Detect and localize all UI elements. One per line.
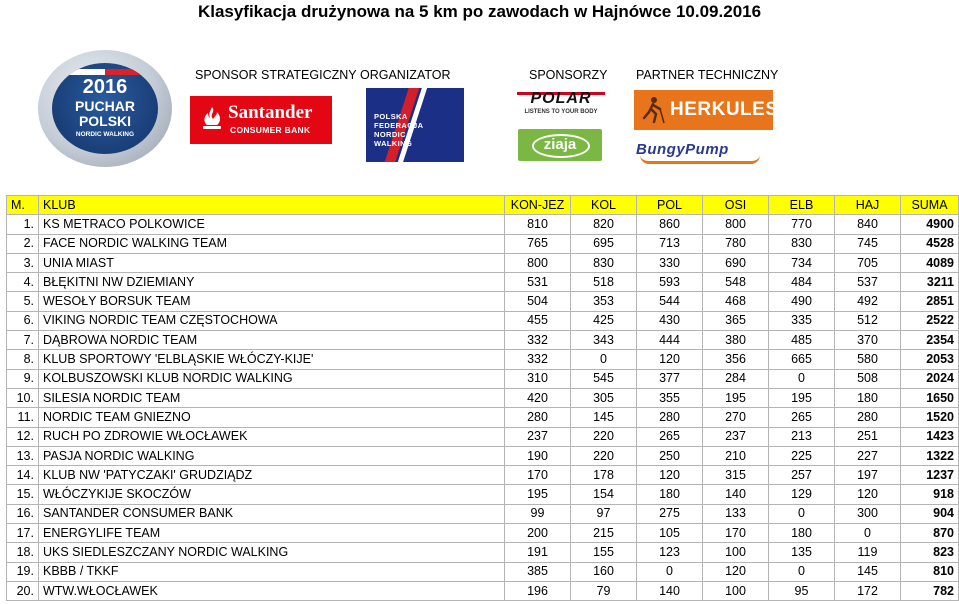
cell-place: 17. [7, 524, 39, 543]
pfnw-line: WALKING [374, 139, 413, 148]
cell-pol: 105 [637, 524, 703, 543]
cell-club: PASJA NORDIC WALKING [39, 446, 505, 465]
polar-tagline: LISTENS TO YOUR BODY [524, 109, 598, 115]
cell-club: NORDIC TEAM GNIEZNO [39, 408, 505, 427]
cell-elb: 484 [769, 273, 835, 292]
herkules-name: HERKULES [670, 99, 779, 120]
cell-kol: 518 [571, 273, 637, 292]
cell-osi: 195 [703, 388, 769, 407]
cell-kol: 425 [571, 311, 637, 330]
cell-kol: 343 [571, 331, 637, 350]
table-row [7, 581, 959, 600]
cell-club: KLUB NW 'PATYCZAKI' GRUDZIĄDZ [39, 466, 505, 485]
cell-place: 16. [7, 504, 39, 523]
cell-place: 15. [7, 485, 39, 504]
cell-haj: 251 [835, 427, 901, 446]
cell-osi: 140 [703, 485, 769, 504]
cell-pol: 593 [637, 273, 703, 292]
cell-haj: 145 [835, 562, 901, 581]
cell-kon-jez: 310 [505, 369, 571, 388]
cell-osi: 356 [703, 350, 769, 369]
page-title: Klasyfikacja drużynowa na 5 km po zawodach w Hajnówce 10.09.2016 [197, 2, 762, 21]
polar-logo [515, 90, 607, 118]
cell-club: BŁĘKITNI NW DZIEMIANY [39, 273, 505, 292]
cell-pol: 140 [637, 581, 703, 600]
pfnw-line: POLSKA [374, 112, 408, 121]
cell-kol: 145 [571, 408, 637, 427]
pfnw-line: FEDERACJA [374, 121, 424, 130]
cell-place: 12. [7, 427, 39, 446]
table-row [7, 253, 959, 272]
cell-club: FACE NORDIC WALKING TEAM [39, 234, 505, 253]
flag-stripe [52, 69, 158, 75]
cell-pol: 860 [637, 215, 703, 234]
cell-place: 3. [7, 253, 39, 272]
table-row [7, 485, 959, 504]
cell-place: 14. [7, 466, 39, 485]
cell-suma: 782 [901, 581, 959, 600]
cell-haj: 227 [835, 446, 901, 465]
cell-kon-jez: 385 [505, 562, 571, 581]
badge-line-3: NORDIC WALKING [75, 131, 135, 138]
cell-haj: 512 [835, 311, 901, 330]
header-kon-jez: KON-JEZ [505, 196, 571, 215]
cell-pol: 280 [637, 408, 703, 427]
badge-year: 2016 [82, 76, 128, 98]
cell-suma: 4089 [901, 253, 959, 272]
table-row [7, 408, 959, 427]
header-suma: SUMA [901, 196, 959, 215]
cell-suma: 4528 [901, 234, 959, 253]
cell-osi: 100 [703, 543, 769, 562]
cell-suma: 3211 [901, 273, 959, 292]
cell-pol: 120 [637, 466, 703, 485]
cell-elb: 0 [769, 504, 835, 523]
cell-club: UKS SIEDLESZCZANY NORDIC WALKING [39, 543, 505, 562]
cell-pol: 355 [637, 388, 703, 407]
bungypump-logo [634, 137, 780, 169]
cell-kon-jez: 280 [505, 408, 571, 427]
cell-pol: 120 [637, 350, 703, 369]
cell-suma: 1423 [901, 427, 959, 446]
cell-suma: 4900 [901, 215, 959, 234]
cell-kon-jez: 332 [505, 331, 571, 350]
cell-place: 8. [7, 350, 39, 369]
cell-pol: 275 [637, 504, 703, 523]
cell-club: RUCH PO ZDROWIE WŁOCŁAWEK [39, 427, 505, 446]
cell-place: 19. [7, 562, 39, 581]
cell-osi: 548 [703, 273, 769, 292]
cell-elb: 0 [769, 369, 835, 388]
cell-haj: 172 [835, 581, 901, 600]
cell-club: SILESIA NORDIC TEAM [39, 388, 505, 407]
cell-club: KLUB SPORTOWY 'ELBLĄSKIE WŁÓCZY-KIJE' [39, 350, 505, 369]
cell-osi: 780 [703, 234, 769, 253]
cell-pol: 0 [637, 562, 703, 581]
cell-place: 9. [7, 369, 39, 388]
table-row [7, 388, 959, 407]
role-strategic-sponsor: SPONSOR STRATEGICZNY [195, 68, 357, 82]
cell-elb: 485 [769, 331, 835, 350]
cell-pol: 250 [637, 446, 703, 465]
pfnw-text [374, 112, 423, 148]
cell-elb: 180 [769, 524, 835, 543]
table-row [7, 331, 959, 350]
cell-place: 7. [7, 331, 39, 350]
cell-kon-jez: 800 [505, 253, 571, 272]
cell-pol: 330 [637, 253, 703, 272]
cell-place: 2. [7, 234, 39, 253]
cell-suma: 1322 [901, 446, 959, 465]
polar-name: POLAR [530, 90, 592, 107]
cell-suma: 904 [901, 504, 959, 523]
table-row [7, 504, 959, 523]
table-row [7, 562, 959, 581]
cell-osi: 365 [703, 311, 769, 330]
cell-haj: 840 [835, 215, 901, 234]
cell-kol: 97 [571, 504, 637, 523]
header-haj: HAJ [835, 196, 901, 215]
cell-elb: 0 [769, 562, 835, 581]
cell-club: UNIA MIAST [39, 253, 505, 272]
cell-suma: 1520 [901, 408, 959, 427]
cell-club: VIKING NORDIC TEAM CZĘSTOCHOWA [39, 311, 505, 330]
table-row [7, 466, 959, 485]
cell-kon-jez: 332 [505, 350, 571, 369]
cell-osi: 133 [703, 504, 769, 523]
cell-club: WTW.WŁOCŁAWEK [39, 581, 505, 600]
santander-name: Santander [228, 102, 313, 123]
cell-elb: 129 [769, 485, 835, 504]
cell-elb: 665 [769, 350, 835, 369]
cell-pol: 430 [637, 311, 703, 330]
cell-suma: 1237 [901, 466, 959, 485]
cell-pol: 265 [637, 427, 703, 446]
cell-haj: 537 [835, 273, 901, 292]
cell-osi: 270 [703, 408, 769, 427]
cell-haj: 580 [835, 350, 901, 369]
cell-place: 13. [7, 446, 39, 465]
table-row [7, 234, 959, 253]
table-row [7, 311, 959, 330]
cell-suma: 2851 [901, 292, 959, 311]
santander-logo [190, 96, 332, 144]
cell-osi: 210 [703, 446, 769, 465]
cell-haj: 0 [835, 524, 901, 543]
cell-elb: 213 [769, 427, 835, 446]
cell-kon-jez: 504 [505, 292, 571, 311]
header-kol: KOL [571, 196, 637, 215]
cell-kol: 160 [571, 562, 637, 581]
cell-haj: 120 [835, 485, 901, 504]
cell-kol: 695 [571, 234, 637, 253]
table-row [7, 215, 959, 234]
cell-elb: 265 [769, 408, 835, 427]
cell-haj: 280 [835, 408, 901, 427]
cell-club: KS METRACO POLKOWICE [39, 215, 505, 234]
santander-subtitle: CONSUMER BANK [230, 125, 311, 135]
cell-kon-jez: 810 [505, 215, 571, 234]
cell-club: KOLBUSZOWSKI KLUB NORDIC WALKING [39, 369, 505, 388]
table-row [7, 543, 959, 562]
cell-club: KBBB / TKKF [39, 562, 505, 581]
cell-suma: 2354 [901, 331, 959, 350]
header-place: M. [7, 196, 39, 215]
cell-suma: 823 [901, 543, 959, 562]
cell-osi: 800 [703, 215, 769, 234]
cell-pol: 180 [637, 485, 703, 504]
cell-place: 5. [7, 292, 39, 311]
cell-place: 10. [7, 388, 39, 407]
cell-place: 6. [7, 311, 39, 330]
cell-pol: 544 [637, 292, 703, 311]
table-row [7, 524, 959, 543]
cell-haj: 119 [835, 543, 901, 562]
role-organizer: ORGANIZATOR [360, 68, 451, 82]
cell-kol: 79 [571, 581, 637, 600]
cell-kol: 830 [571, 253, 637, 272]
cell-kol: 154 [571, 485, 637, 504]
flame-icon [199, 105, 225, 131]
cell-haj: 180 [835, 388, 901, 407]
cell-haj: 492 [835, 292, 901, 311]
bungypump-swoosh [640, 155, 760, 164]
cell-kon-jez: 170 [505, 466, 571, 485]
ziaja-name: ziaja [543, 136, 577, 153]
cell-kon-jez: 191 [505, 543, 571, 562]
cell-kol: 545 [571, 369, 637, 388]
cell-suma: 810 [901, 562, 959, 581]
cell-place: 1. [7, 215, 39, 234]
herkules-logo [634, 90, 779, 130]
cell-kol: 220 [571, 427, 637, 446]
cell-osi: 100 [703, 581, 769, 600]
cell-pol: 123 [637, 543, 703, 562]
badge-line-2: POLSKI [78, 113, 132, 129]
role-technical-partner: PARTNER TECHNICZNY [636, 68, 779, 82]
table-body [7, 215, 959, 601]
bungypump-name: BungyPump [636, 141, 729, 158]
cell-kol: 155 [571, 543, 637, 562]
puchar-polski-logo [38, 50, 172, 167]
cell-haj: 300 [835, 504, 901, 523]
cell-kon-jez: 765 [505, 234, 571, 253]
cell-osi: 170 [703, 524, 769, 543]
cell-kon-jez: 531 [505, 273, 571, 292]
cell-haj: 370 [835, 331, 901, 350]
cell-place: 18. [7, 543, 39, 562]
header-osi: OSI [703, 196, 769, 215]
cell-kol: 215 [571, 524, 637, 543]
header-pol: POL [637, 196, 703, 215]
cell-haj: 745 [835, 234, 901, 253]
table-row [7, 350, 959, 369]
cell-kon-jez: 420 [505, 388, 571, 407]
table-header-row [7, 196, 959, 215]
table-row [7, 369, 959, 388]
cell-kon-jez: 196 [505, 581, 571, 600]
cell-kol: 220 [571, 446, 637, 465]
cell-kol: 0 [571, 350, 637, 369]
pfnw-line: NORDIC [374, 130, 406, 139]
cell-kon-jez: 195 [505, 485, 571, 504]
cell-kon-jez: 455 [505, 311, 571, 330]
cell-kol: 305 [571, 388, 637, 407]
cell-suma: 2024 [901, 369, 959, 388]
cell-elb: 135 [769, 543, 835, 562]
cell-kol: 178 [571, 466, 637, 485]
cell-elb: 490 [769, 292, 835, 311]
cell-elb: 95 [769, 581, 835, 600]
cell-suma: 870 [901, 524, 959, 543]
cell-osi: 468 [703, 292, 769, 311]
badge-line-1: PUCHAR [75, 98, 135, 114]
cell-suma: 2522 [901, 311, 959, 330]
cell-suma: 918 [901, 485, 959, 504]
cell-elb: 770 [769, 215, 835, 234]
cell-haj: 705 [835, 253, 901, 272]
cell-kol: 353 [571, 292, 637, 311]
table-row [7, 427, 959, 446]
cell-kon-jez: 200 [505, 524, 571, 543]
cell-elb: 195 [769, 388, 835, 407]
cell-club: ENERGYLIFE TEAM [39, 524, 505, 543]
cell-kon-jez: 99 [505, 504, 571, 523]
cell-elb: 830 [769, 234, 835, 253]
cell-place: 20. [7, 581, 39, 600]
cell-osi: 380 [703, 331, 769, 350]
cell-elb: 335 [769, 311, 835, 330]
cell-club: SANTANDER CONSUMER BANK [39, 504, 505, 523]
cell-osi: 315 [703, 466, 769, 485]
cell-haj: 197 [835, 466, 901, 485]
header-club: KLUB [39, 196, 505, 215]
walker-icon [640, 96, 666, 124]
cell-suma: 2053 [901, 350, 959, 369]
table-row [7, 273, 959, 292]
cell-club: WESOŁY BORSUK TEAM [39, 292, 505, 311]
cell-pol: 713 [637, 234, 703, 253]
cell-elb: 734 [769, 253, 835, 272]
cell-elb: 225 [769, 446, 835, 465]
cell-club: DĄBROWA NORDIC TEAM [39, 331, 505, 350]
role-sponsors: SPONSORZY [529, 68, 608, 82]
cell-suma: 1650 [901, 388, 959, 407]
cell-club: WŁÓCZYKIJE SKOCZÓW [39, 485, 505, 504]
cell-osi: 690 [703, 253, 769, 272]
cell-pol: 377 [637, 369, 703, 388]
results-table [6, 195, 959, 601]
cell-pol: 444 [637, 331, 703, 350]
pfnw-logo [366, 88, 464, 162]
table-row [7, 292, 959, 311]
cell-kon-jez: 190 [505, 446, 571, 465]
cell-place: 4. [7, 273, 39, 292]
ziaja-logo [518, 129, 602, 161]
cell-elb: 257 [769, 466, 835, 485]
cell-haj: 508 [835, 369, 901, 388]
table-row [7, 446, 959, 465]
cell-place: 11. [7, 408, 39, 427]
cell-osi: 284 [703, 369, 769, 388]
header-elb: ELB [769, 196, 835, 215]
cell-osi: 120 [703, 562, 769, 581]
cell-kol: 820 [571, 215, 637, 234]
cell-kon-jez: 237 [505, 427, 571, 446]
cell-osi: 237 [703, 427, 769, 446]
